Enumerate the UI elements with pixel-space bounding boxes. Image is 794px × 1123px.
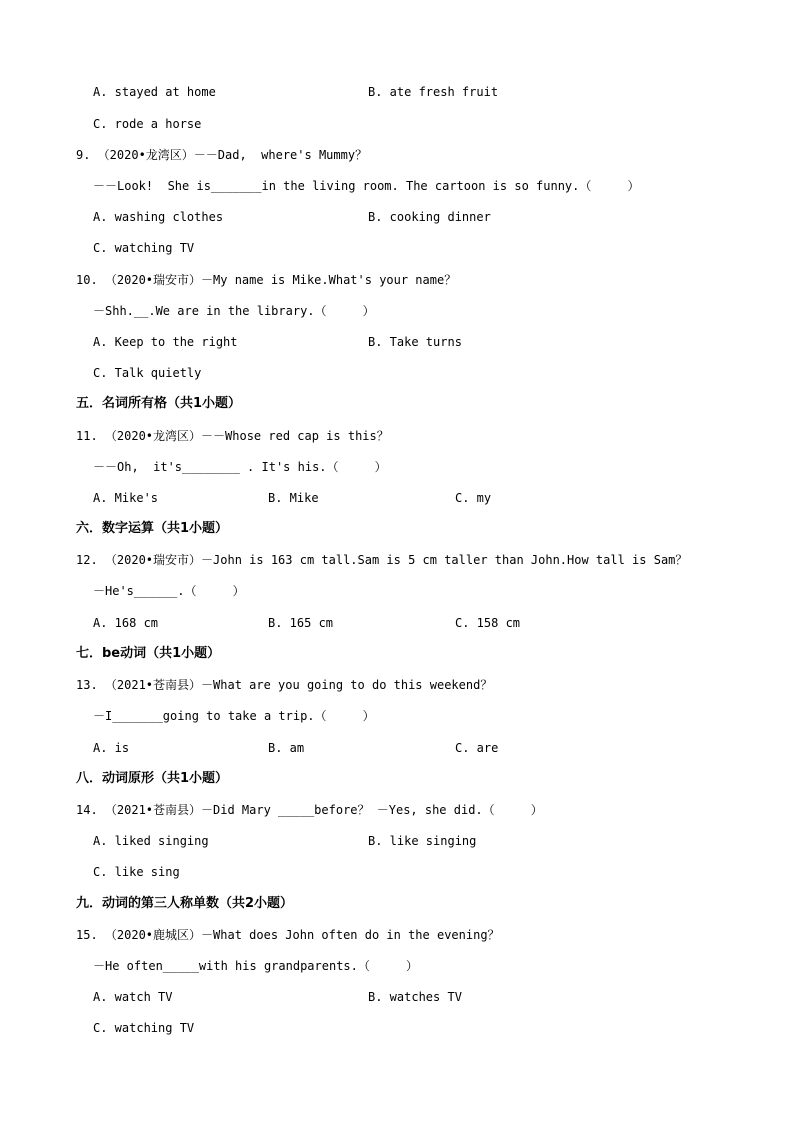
q11-option-a: A. Mike's bbox=[93, 491, 159, 505]
q12-stem: 12. （2020•瑞安市）－John is 163 cm tall.Sam is 5 cm taller than John.How tall is Sam？ bbox=[76, 553, 688, 567]
q14-option-b: B. like singing bbox=[368, 834, 477, 848]
q8-option-a: A. stayed at home bbox=[93, 85, 216, 99]
q9-option-a: A. washing clothes bbox=[93, 210, 224, 224]
q11-stem: 11. （2020•龙湾区）－－Whose red cap is this？ bbox=[76, 429, 389, 443]
q10-answer: －Shh.__.We are in the library.（ ） bbox=[93, 304, 375, 318]
q12-option-a: A. 168 cm bbox=[93, 616, 159, 630]
q9-option-c: C. watching TV bbox=[93, 241, 195, 255]
q15-answer: －He often_____with his grandparents.（ ） bbox=[93, 959, 418, 973]
q8-option-b: B. ate fresh fruit bbox=[368, 85, 499, 99]
q10-option-b: B. Take turns bbox=[368, 335, 462, 349]
q13-stem: 13. （2021•苍南县）－What are you going to do this weekend？ bbox=[76, 678, 493, 692]
q15-option-b: B. watches TV bbox=[368, 990, 462, 1004]
q14-option-a: A. liked singing bbox=[93, 834, 209, 848]
q15-stem: 15. （2020•鹿城区）－What does John often do in the evening？ bbox=[76, 928, 500, 942]
q11-answer: －－Oh, it's________ . It's his.（ ） bbox=[93, 460, 387, 474]
q15-option-a: A. watch TV bbox=[93, 990, 173, 1004]
section-heading-9: 九．动词的第三人称单数（共2小题） bbox=[76, 896, 294, 911]
q14-option-c: C. like sing bbox=[93, 865, 180, 879]
q13-answer: －I_______going to take a trip.（ ） bbox=[93, 709, 375, 723]
q13-option-b: B. am bbox=[268, 741, 305, 755]
q14-stem: 14. （2021•苍南县）－Did Mary _____before？ －Yes, she did.（ ） bbox=[76, 803, 543, 817]
q13-option-a: A. is bbox=[93, 741, 130, 755]
q13-option-c: C. are bbox=[455, 741, 499, 755]
q11-option-c: C. my bbox=[455, 491, 492, 505]
section-heading-7: 七．be动词（共1小题） bbox=[76, 646, 221, 661]
q12-option-b: B. 165 cm bbox=[268, 616, 334, 630]
section-heading-6: 六．数字运算（共1小题） bbox=[76, 521, 229, 536]
q11-option-b: B. Mike bbox=[268, 491, 319, 505]
section-heading-5: 五．名词所有格（共1小题） bbox=[76, 396, 242, 411]
q12-answer: －He's______.（ ） bbox=[93, 584, 245, 598]
q10-option-a: A. Keep to the right bbox=[93, 335, 238, 349]
q10-option-c: C. Talk quietly bbox=[93, 366, 202, 380]
q9-stem: 9. （2020•龙湾区）－－Dad, where's Mummy？ bbox=[76, 148, 368, 162]
q9-option-b: B. cooking dinner bbox=[368, 210, 491, 224]
q10-stem: 10. （2020•瑞安市）－My name is Mike.What's your name？ bbox=[76, 273, 457, 287]
section-heading-8: 八．动词原形（共1小题） bbox=[76, 771, 229, 786]
q9-answer: －－Look! She is_______in the living room. The cartoon is so funny.（ ） bbox=[93, 179, 640, 193]
q12-option-c: C. 158 cm bbox=[455, 616, 521, 630]
q8-option-c: C. rode a horse bbox=[93, 117, 202, 131]
q15-option-c: C. watching TV bbox=[93, 1021, 195, 1035]
